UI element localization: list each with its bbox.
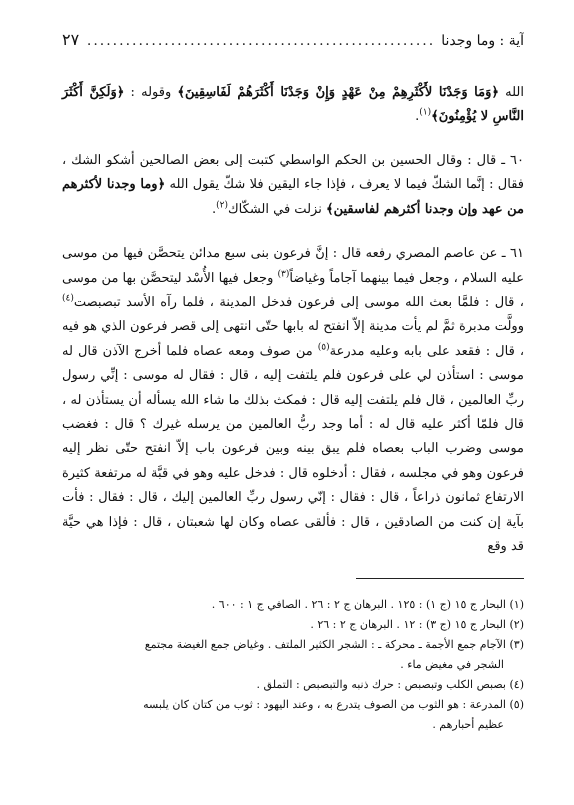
footnote-ref: (٥) (317, 342, 330, 353)
footnotes (62, 595, 524, 735)
main-text (62, 81, 524, 560)
footnote-ref: (٣) (277, 269, 290, 280)
document-page (62, 30, 524, 735)
running-header (62, 30, 524, 51)
footnote: (٢) البحار ج ١٥ (ج ٣) : ١٢ . البرهان ج ٢ : ٢٦ . (310, 617, 524, 631)
footnote: (٣) الآجام جمع الأجمة ـ محركة ـ : الشجر الكثير الملتف . وغياض جمع الغيضة مجتمع (144, 637, 524, 651)
paragraph-60: ٦٠ ـ قال : وقال الحسين بن الحكم الواسطي كتبت إلى بعض الصالحين أشكو الشك ، فقال : إنَّما الشكّ فيما لا يعرف ، فإذا جاء اليقين فلا شكّ يقول الله ﴿وما وجدنا لأكثرهم من عهد وإن وجدنا أكثرهم لفاسقين﴾ نزلت في الشكّاك$^{(٢)}$. (62, 153, 524, 217)
footnote-ref: (٤) (62, 293, 74, 304)
footnote: (١) البحار ج ١٥ (ج ١) : ١٢٥ . البرهان ج ٢ : ٢٦ . الصافي ج ١ : ٦٠٠ . (211, 597, 524, 611)
opening-paragraph: الله ﴿وَمَا وَجَدْنَا لأَكْثَرِهِمْ مِنْ عَهْدٍ وَإِنْ وَجَدْنَا أَكْثَرَهُمْ لَفَاسِقِينَ﴾ وقوله : ﴿وَلَكِنَّ أَكْثَرَ النَّاسِ لا يُؤْمِنُونَ﴾$^{(١)}$. (62, 85, 525, 124)
page-number: ٢٧ (62, 30, 80, 49)
footnote: (٥) المدرعة : هو الثوب من الصوف يتدرع به ، وعند اليهود : ثوب من كتان كان يلبسه (143, 697, 524, 711)
quran-quote: ﴿وَمَا وَجَدْنَا لأَكْثَرِهِمْ مِنْ عَهْدٍ وَإِنْ وَجَدْنَا أَكْثَرَهُمْ لَفَاسِقِينَ﴾ (177, 85, 499, 100)
footnote-continuation: عظيم أحبارهم . (432, 717, 504, 731)
quran-quote: ﴿وَلَكِنَّ أَكْثَرَ النَّاسِ لا يُؤْمِنُونَ﴾ (62, 85, 524, 124)
footnote-divider (356, 578, 524, 579)
running-title: آية : وما وجدنا (441, 33, 524, 49)
footnote: (٤) بصبص الكلب وتبصبص : حرك ذنبه والتبصبص : التملق . (256, 677, 524, 691)
paragraph-61: ٦١ ـ عن عاصم المصري رفعه قال : إنَّ فرعون بنى سبع مدائن يتحصَّن فيها من موسى عليه السلام ، وجعل فيما بينهما آجاماً وغياضاً$^{(٣)}$ وجعل فيها الأُسْد ليتحصَّن بها من موسى ، قال : فلمَّا بعث الله موسى إلى فرعون فدخل المدينة ، فلما رآه الأسد تبصبصت$^{(٤)}$ وولَّت مدبرة ثمَّ لم يأت مدينة إلاّ انفتح له بابها حتّى انتهى إلى قصر فرعون الذي هو فيه ، قال : فقعد على بابه وعليه مدرعة$^{(٥)}$ من صوف ومعه عصاه فلما أخرج الآذن قال له موسى : استأذن لي على فرعون فلم يلتفت إليه ، قال : فقال له موسى : إنِّي رسول ربِّ العالمين ، قال فلم يلتفت إليه قال : فمكث بذلك ما شاء الله يسأله أن يستأذن له ، قال فلمّا أكثر عليه قال له : أما وجد ربُّ العالمين من يرسله غيرك ؟ قال : فغضب موسى وضرب الباب بعصاه فلم يبق بينه وبين فرعون باب إلاّ انفتح حتّى نظر إليه فرعون وهو في مجلسه ، فقال : أدخلوه قال : فدخل عليه وهو في قبَّة له مرتفعة كثيرة الارتفاع ثمانون ذراعاً ، قال : فقال : إنّي رسول ربِّ العالمين إليك ، قال : فقال : فأت بآية إن كنت من الصادقين ، قال : فألقى عصاه وكان لها شعبتان ، قال : فإذا هي حيَّة قد وقع (62, 246, 525, 555)
quran-quote: ﴿وما وجدنا لأكثرهم من عهد وإن وجدنا أكثرهم لفاسقين﴾ (62, 177, 524, 217)
footnote-ref: (٢) (216, 200, 228, 211)
footnote-continuation: الشجر في مغيض ماء . (400, 657, 504, 671)
leader-dots (85, 31, 435, 51)
footnote-ref: (١) (419, 107, 432, 118)
